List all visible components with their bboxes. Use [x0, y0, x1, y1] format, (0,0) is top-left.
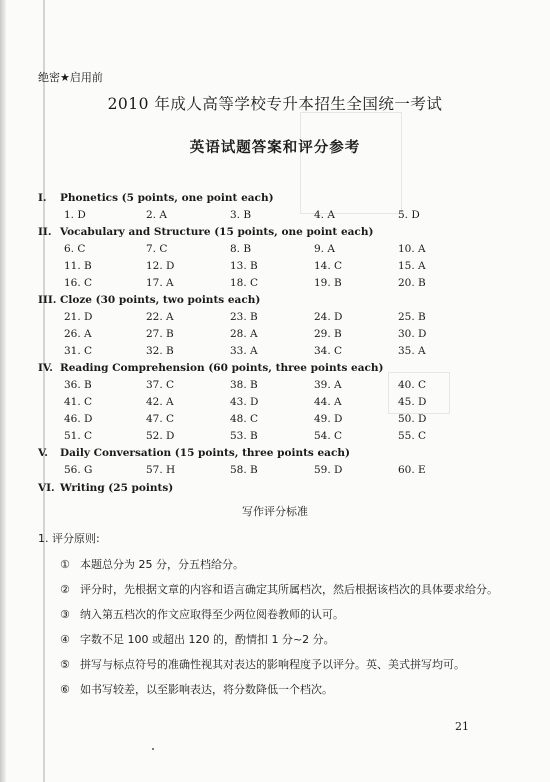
answer-cell: 28. A — [230, 328, 258, 340]
answer-row — [0, 311, 550, 327]
answer-cell: 10. A — [398, 243, 426, 255]
answer-cell: 4. A — [314, 209, 335, 221]
answer-cell: 48. C — [230, 413, 259, 425]
answer-row — [0, 430, 550, 446]
section-title: Daily Conversation (15 points, three points each) — [60, 447, 350, 459]
answer-cell: 19. B — [314, 277, 342, 289]
answer-cell: 40. C — [398, 379, 427, 391]
answer-cell: 51. C — [64, 430, 93, 442]
section-number: II. — [38, 226, 52, 238]
answer-cell: 1. D — [64, 209, 86, 221]
answer-row — [0, 396, 550, 412]
rule-text: 拼写与标点符号的准确性视其对表达的影响程度予以评分。英、美式拼写均可。 — [80, 658, 465, 671]
section-number: IV. — [38, 362, 53, 374]
rule-text: 评分时，先根据文章的内容和语言确定其所属档次，然后根据该档次的具体要求给分。 — [80, 583, 498, 596]
section-title: Writing (25 points) — [60, 482, 174, 494]
answer-cell: 32. B — [146, 345, 174, 357]
scoring-rule — [60, 606, 344, 622]
answer-cell: 22. A — [146, 311, 174, 323]
answer-cell: 11. B — [64, 260, 92, 272]
rule-marker: ④ — [60, 633, 70, 646]
scoring-rule — [60, 556, 244, 572]
bleed-through-mark — [300, 112, 402, 214]
answer-cell: 55. C — [398, 430, 427, 442]
section-number: I. — [38, 192, 47, 204]
classification-label: 绝密★启用前 — [38, 71, 103, 84]
answer-row — [0, 413, 550, 429]
answer-row — [0, 260, 550, 276]
answer-cell: 9. A — [314, 243, 335, 255]
answer-row — [0, 277, 550, 293]
section-title: Reading Comprehension (60 points, three points each) — [60, 362, 384, 374]
answer-cell: 52. D — [146, 430, 175, 442]
exam-title: 2010 年成人高等学校专升本招生全国统一考试 — [107, 95, 443, 113]
answer-row — [0, 328, 550, 344]
section-heading — [38, 192, 274, 204]
answer-cell: 17. A — [146, 277, 174, 289]
writing-criteria-title: 写作评分标准 — [242, 505, 308, 518]
answer-cell: 58. B — [230, 464, 258, 476]
answer-row — [0, 464, 550, 480]
answer-cell: 3. B — [230, 209, 252, 221]
rule-text: 纳入第五档次的作文应取得至少两位阅卷教师的认可。 — [80, 608, 344, 621]
section-heading — [38, 362, 384, 374]
answer-row — [0, 209, 550, 225]
answer-cell: 14. C — [314, 260, 343, 272]
rule-text: 字数不足 100 或超出 120 的，酌情扣 1 分~2 分。 — [80, 633, 335, 646]
section-title: Phonetics (5 points, one point each) — [60, 192, 274, 204]
answer-cell: 15. A — [398, 260, 426, 272]
answer-cell: 37. C — [146, 379, 175, 391]
rule-marker: ⑤ — [60, 658, 70, 671]
answer-row — [0, 345, 550, 361]
scoring-rule — [60, 656, 465, 672]
answer-cell: 38. B — [230, 379, 258, 391]
section-title: Vocabulary and Structure (15 points, one point each) — [60, 226, 374, 238]
answer-cell: 39. A — [314, 379, 342, 391]
scoring-principles-heading: 1. 评分原则: — [38, 532, 100, 545]
answer-cell: 21. D — [64, 311, 93, 323]
rule-marker: ⑥ — [60, 683, 70, 696]
answer-cell: 44. A — [314, 396, 342, 408]
answer-cell: 47. C — [146, 413, 175, 425]
answer-cell: 34. C — [314, 345, 343, 357]
section-heading — [38, 447, 350, 459]
answer-cell: 46. D — [64, 413, 93, 425]
section-heading — [38, 482, 173, 494]
answer-cell: 45. D — [398, 396, 427, 408]
answer-cell: 59. D — [314, 464, 343, 476]
answer-cell: 12. D — [146, 260, 175, 272]
answer-cell: 18. C — [230, 277, 259, 289]
answer-cell: 27. B — [146, 328, 174, 340]
rule-marker: ① — [60, 558, 70, 571]
rule-text: 如书写较差，以至影响表达，将分数降低一个档次。 — [80, 683, 333, 696]
answer-cell: 26. A — [64, 328, 92, 340]
answer-cell: 30. D — [398, 328, 427, 340]
rule-marker: ③ — [60, 608, 70, 621]
answer-cell: 56. G — [64, 464, 93, 476]
answer-cell: 29. B — [314, 328, 342, 340]
answer-cell: 31. C — [64, 345, 93, 357]
answer-cell: 53. B — [230, 430, 258, 442]
page-number: 21 — [455, 720, 469, 733]
answer-cell: 16. C — [64, 277, 93, 289]
section-number: III. — [38, 294, 57, 306]
answer-cell: 7. C — [146, 243, 168, 255]
rule-text: 本题总分为 25 分，分五档给分。 — [80, 558, 244, 571]
answer-cell: 42. A — [146, 396, 174, 408]
answer-cell: 24. D — [314, 311, 343, 323]
section-heading — [38, 226, 373, 238]
answer-cell: 57. H — [146, 464, 176, 476]
answer-cell: 25. B — [398, 311, 426, 323]
answer-row — [0, 243, 550, 259]
scoring-rule — [60, 581, 498, 597]
answer-cell: 41. C — [64, 396, 93, 408]
answer-cell: 20. B — [398, 277, 426, 289]
answer-cell: 8. B — [230, 243, 252, 255]
section-number: V. — [38, 447, 48, 459]
answer-cell: 50. D — [398, 413, 427, 425]
answer-cell: 60. E — [398, 464, 426, 476]
answer-cell: 43. D — [230, 396, 259, 408]
section-title: Cloze (30 points, two points each) — [60, 294, 261, 306]
answer-cell: 33. A — [230, 345, 258, 357]
scoring-rule — [60, 631, 335, 647]
rule-marker: ② — [60, 583, 70, 596]
section-number: VI. — [38, 482, 55, 494]
answer-cell: 6. C — [64, 243, 86, 255]
answer-cell: 35. A — [398, 345, 426, 357]
section-heading — [38, 294, 260, 306]
answer-cell: 13. B — [230, 260, 258, 272]
answer-row — [0, 379, 550, 395]
answer-cell: 2. A — [146, 209, 167, 221]
answer-cell: 36. B — [64, 379, 92, 391]
answer-cell: 49. D — [314, 413, 343, 425]
answer-cell: 5. D — [398, 209, 420, 221]
scoring-rule — [60, 681, 333, 697]
document-title: 英语试题答案和评分参考 — [189, 140, 361, 156]
answer-cell: 54. C — [314, 430, 343, 442]
scan-speck — [152, 748, 154, 750]
answer-cell: 23. B — [230, 311, 258, 323]
